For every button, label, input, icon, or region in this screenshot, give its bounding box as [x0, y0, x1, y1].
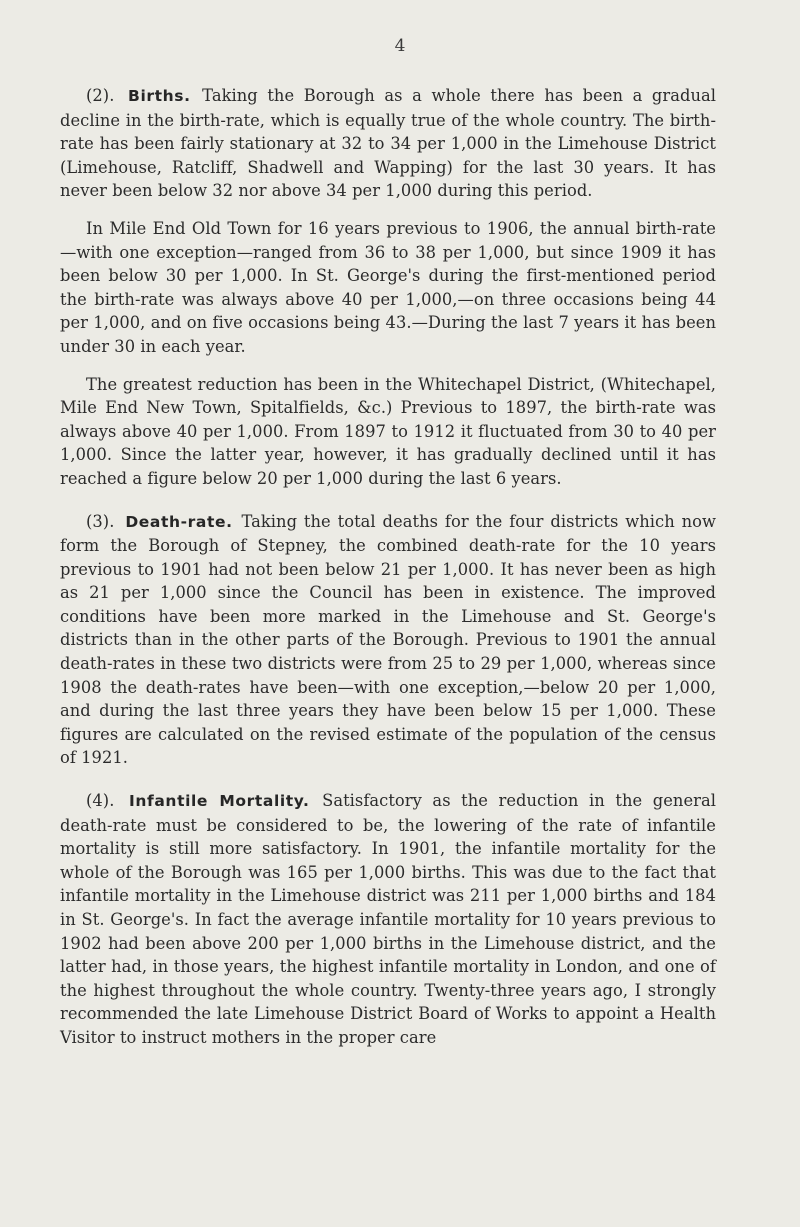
- births-paragraph-2: [60, 217, 716, 359]
- births-paragraph-1: [60, 84, 716, 203]
- page-body: [60, 84, 716, 1050]
- section-heading-births: Births.: [128, 87, 191, 105]
- section-number: (2).: [86, 86, 115, 105]
- death-rate-text: Taking the total deaths for the four districts which now form the Borough of Stepney, the combined death-rate for the 10 years previous to 1901 had not been below 21 per 1,000. It has never been as high as 21 per 1,000 since the Council has been in existence. The improved conditions have been more marked in the Limehouse and St. George's districts than in the other parts of the Borough. Previous to 1901 the annual death-rates in these two districts were from 25 to 29 per 1,000, whereas since 1908 the death-rates have been—with one exception,—below 20 per 1,000, and during the last three years they have been below 15 per 1,000. These figures are calculated on the revised estimate of the population of the census of 1921.: [60, 511, 716, 768]
- death-rate-paragraph: [60, 510, 716, 771]
- section-number: (4).: [86, 791, 115, 811]
- section-heading-death-rate: Death-rate.: [125, 512, 233, 531]
- section-heading-infantile-mortality: Infantile Mortality.: [129, 792, 310, 811]
- infantile-mortality-paragraph: [60, 789, 716, 1050]
- births-text-3: The greatest reduction has been in the Whitechapel District, (Whitechapel, Mile End New Town, Spitalfields, &c.) Previous to 1897, the birth-rate was always above 40 per 1,000. From 1897 to 1912 it fluctuated from 30 to 40 per 1,000. Since the latter year, however, it has gradually declined until it has reached a figure below 20 per 1,000 during the last 6 years.: [60, 374, 716, 488]
- births-text-1: Taking the Borough as a whole there has been a gradual decline in the birth-rate, which is equally true of the whole country. The birth-rate has been fairly stationary at 32 to 34 per 1,000 in the Limehouse District (Limehouse, Ratcliff, Shadwell and Wapping) for the last 30 years. It has never been below 32 nor above 34 per 1,000 during this period.: [60, 86, 716, 201]
- section-number: (3).: [86, 511, 115, 531]
- page-number: 4: [394, 36, 406, 56]
- births-paragraph-3: [60, 373, 716, 491]
- infantile-mortality-text: Satisfactory as the reduction in the general death-rate must be considered to be, the lowering of the rate of infantile mortality is still more satisfactory. In 1901, the infantile mortality for the whole of the Borough was 165 per 1,000 births. This was due to the fact that infantile mortality in the Limehouse district was 211 per 1,000 births and 184 in St. George's. In fact the average infantile mortality for 10 years previous to 1902 had been above 200 per 1,000 births in the Limehouse district, and the latter had, in those years, the highest infantile mortality in London, and one of the highest throughout the whole country. Twenty-three years ago, I strongly recommended the late Limehouse District Board of Works to appoint a Health Visitor to instruct mothers in the proper care: [60, 791, 716, 1047]
- births-text-2: In Mile End Old Town for 16 years previous to 1906, the annual birth-rate—with one exception—ranged from 36 to 38 per 1,000, but since 1909 it has been below 30 per 1,000. In St. George's during the first-mentioned period the birth-rate was always above 40 per 1,000,—on three occasions being 44 per 1,000, and on five occasions being 43.—During the last 7 years it has been under 30 in each year.: [60, 218, 716, 356]
